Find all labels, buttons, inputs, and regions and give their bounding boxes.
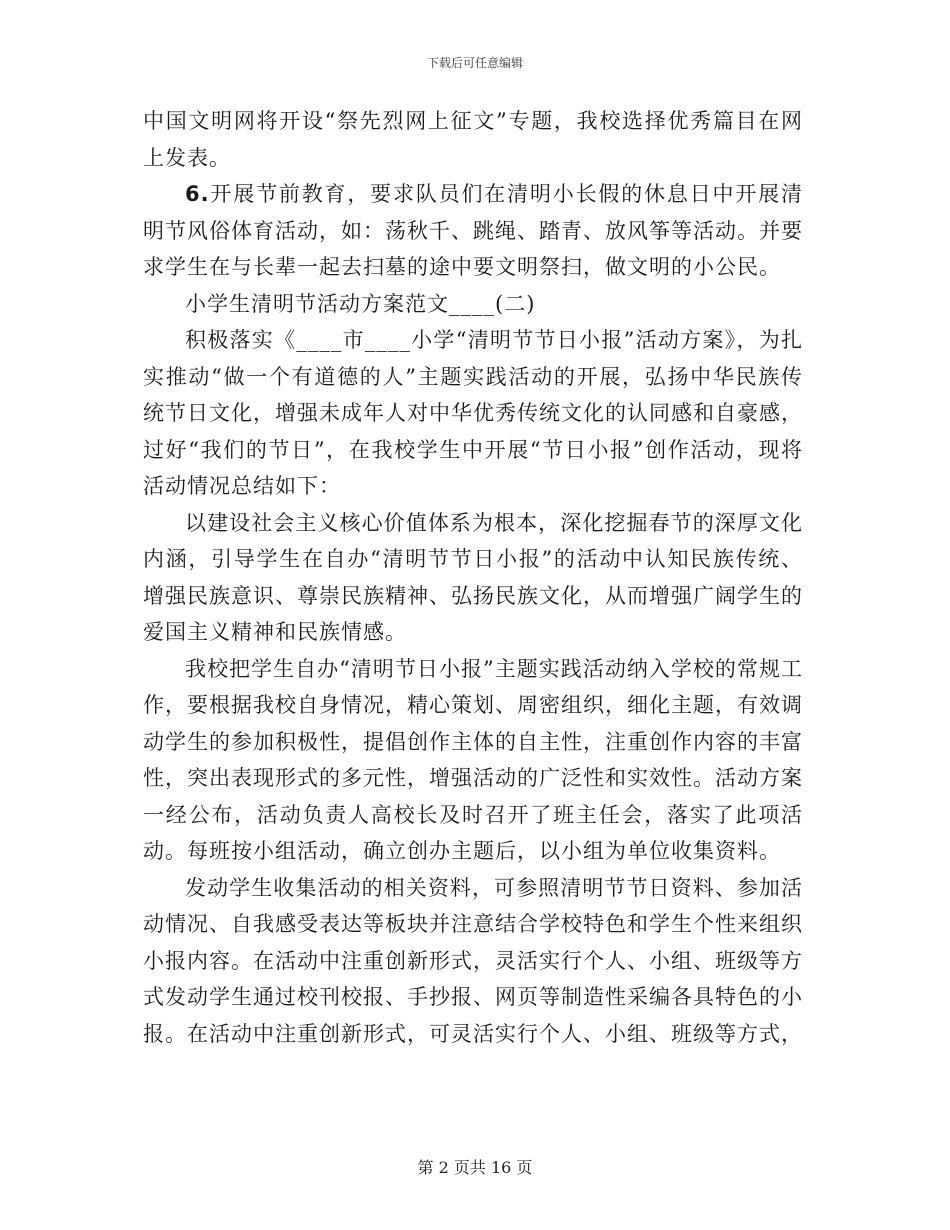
paragraph-6: 我校把学生自办“清明节日小报”主题实践活动纳入学校的常规工作，要根据我校自身情况，精心策划、周密组织，细化主题，有效调动学生的参加积极性，提倡创作主体的自主性，注重创作内容的丰富性，突出表现形式的多元性，增强活动的广泛性和实效性。活动方案一经公布，活动负责人高校长及时召开了班主任会，落实了此项活动。每班按小组活动，确立创办主题后，以小组为单位收集资料。 <box>143 656 803 863</box>
section-title: 小学生清明节活动方案范文____(二) <box>185 291 536 316</box>
paragraph-2-text: 开展节前教育，要求队员们在清明小长假的休息日中开展清明节风俗体育活动，如：荡秋千、跳绳、踏青、放风筝等活动。并要求学生在与长辈一起去扫墓的途中要文明祭扫，做文明的小公民。 <box>143 182 803 279</box>
list-number: 6. <box>185 182 210 206</box>
document-body <box>143 103 803 1052</box>
paragraph-4: 积极落实《____市____小学“清明节节日小报”活动方案》，为扎实推动“做一个有道德的人”主题实践活动的开展，弘扬中华民族传统节日文化，增强未成年人对中华优秀传统文化的认同感和自豪感，过好“我们的节日”，在我校学生中开展“节日小报”创作活动，现将活动情况总结如下： <box>143 328 803 498</box>
paragraph-2 <box>143 176 803 286</box>
paragraph-5: 以建设社会主义核心价值体系为根本，深化挖掘春节的深厚文化内涵，引导学生在自办“清明节节日小报”的活动中认知民族传统、增强民族意识、尊崇民族精神、弘扬民族文化，从而增强广阔学生的爱国主义精神和民族情感。 <box>143 510 803 644</box>
paragraph-7: 发动学生收集活动的相关资料，可参照清明节节日资料、参加活动情况、自我感受表达等板块并注意结合学校特色和学生个性来组织小报内容。在活动中注重创新形式，灵活实行个人、小组、班级等方式发动学生通过校刊校报、手抄报、网页等制造性采编各具特色的小报。在活动中注重创新形式，可灵活实行个人、小组、班级等方式， <box>143 875 803 1046</box>
page-header: 下载后可任意编辑 <box>426 56 523 70</box>
page-number: 第 2 页共 16 页 <box>417 1158 533 1177</box>
paragraph-1: 中国文明网将开设“祭先烈网上征文”专题，我校选择优秀篇目在网上发表。 <box>143 109 803 170</box>
